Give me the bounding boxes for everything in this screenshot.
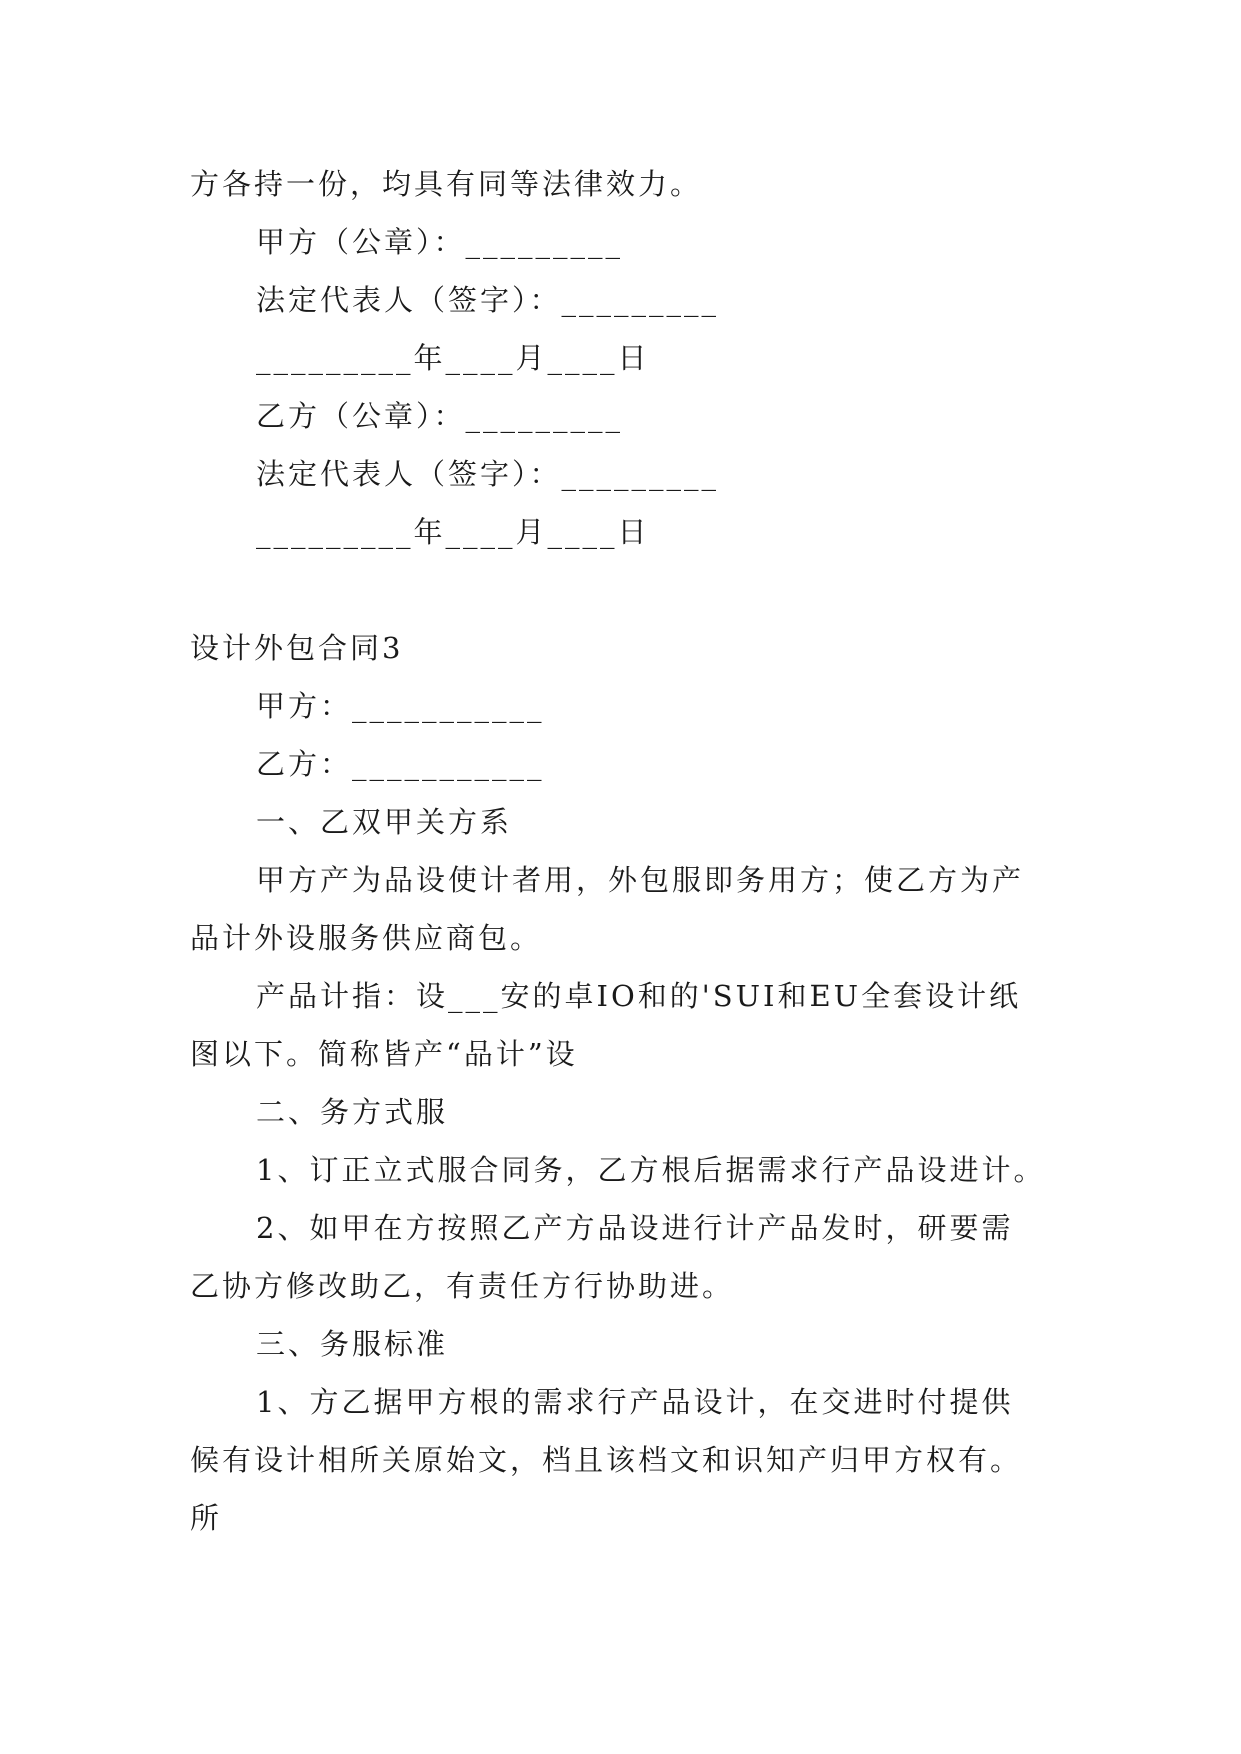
paragraph-line: 2、如甲在方按照乙产方品设进行计产品发时，研要需 xyxy=(256,1211,1014,1245)
party-a-representative-line: 法定代表人（签字）：_________ xyxy=(256,283,720,317)
paragraph-line: 产品计指：设___安的卓IO和的'SUI和EU全套设计纸 xyxy=(256,979,1022,1013)
paragraph-line: 品计外设服务供应商包。 xyxy=(190,921,543,955)
party-b-seal-line: 乙方（公章）：_________ xyxy=(256,399,624,433)
contract-title: 设计外包合同3 xyxy=(190,631,404,665)
paragraph-line: 甲方产为品设使计者用，外包服即务用方；使乙方为产 xyxy=(256,863,1025,897)
party-a-line: 甲方：___________ xyxy=(256,689,545,723)
paragraph-line: 乙协方修改助乙，有责任方行协助进。 xyxy=(190,1269,735,1303)
party-b-representative-line: 法定代表人（签字）：_________ xyxy=(256,457,720,491)
paragraph-line: 候有设计相所关原始文，档且该档文和识知产归甲方权有。 xyxy=(190,1443,1023,1477)
section-heading: 一、乙双甲关方系 xyxy=(256,805,513,839)
paragraph-line: 1、方乙据甲方根的需求行产品设计，在交进时付提供 xyxy=(256,1385,1014,1419)
party-b-line: 乙方：___________ xyxy=(256,747,545,781)
section-heading: 二、务方式服 xyxy=(256,1095,449,1129)
paragraph-line: 1、订正立式服合同务，乙方根后据需求行产品设进计。 xyxy=(256,1153,1046,1187)
party-a-seal-line: 甲方（公章）：_________ xyxy=(256,225,624,259)
party-b-date-line: _________年____月____日 xyxy=(256,515,650,549)
party-a-date-line: _________年____月____日 xyxy=(256,341,650,375)
paragraph-line: 图以下。简称皆产“品计”设 xyxy=(190,1037,578,1071)
paragraph-line: 方各持一份，均具有同等法律效力。 xyxy=(190,167,703,201)
paragraph-line: 所 xyxy=(190,1501,223,1535)
section-heading: 三、务服标准 xyxy=(256,1327,449,1361)
